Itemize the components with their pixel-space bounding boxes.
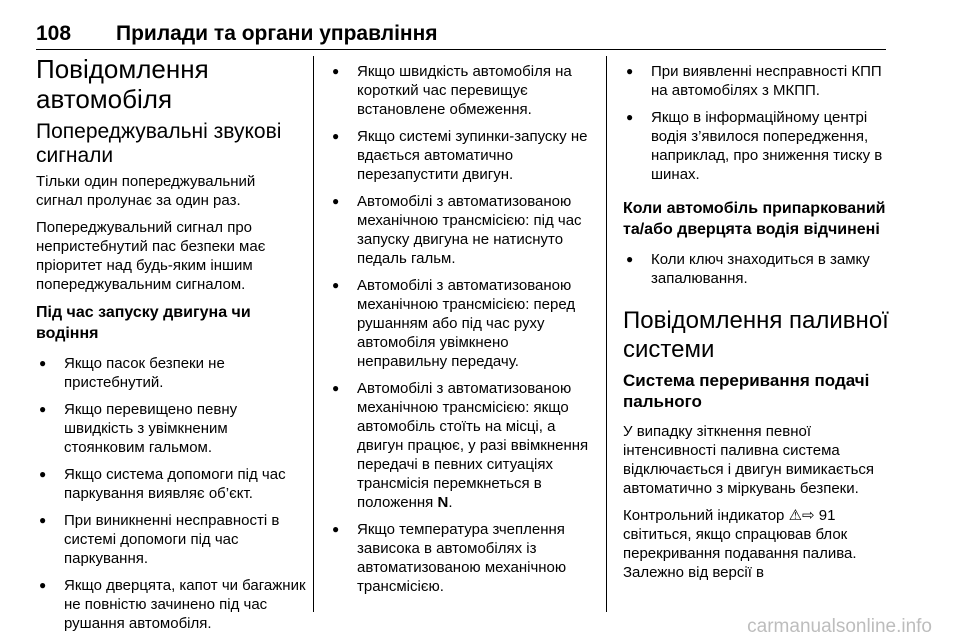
page-reference-arrow-icon: ⇨	[802, 507, 815, 524]
indicator-text: Контрольний індикатор	[623, 507, 785, 524]
column-2	[329, 62, 595, 604]
section-title-fuel-system: Повідомлення паливної системи	[623, 307, 889, 363]
list-item: ● Автомобілі з автоматизованою механічною трансмісією: під час запуску двигуна не натиснуто педаль гальм.	[329, 192, 595, 268]
page-header-title: Прилади та органи управління	[116, 22, 438, 45]
bullet-list	[36, 354, 306, 633]
column-3	[623, 62, 889, 590]
page-number: 108	[36, 22, 72, 45]
list-item: ● Автомобілі з автоматизованою механічною трансмісією: якщо автомобіль стоїть на місці, а двигун працює, у разі ввімкнення передачі в певних ситуаціях трансмісія перемкнеться в положення N.	[329, 379, 595, 512]
page-reference[interactable]: 91	[818, 507, 836, 524]
list-item-text: Автомобілі з автоматизованою механічною трансмісією: якщо автомобіль стоїть на місці, а двигун працює, у разі ввімкнення передачі в певних ситуаціях трансмісія перемкнеться в положення	[357, 380, 589, 511]
list-item: ● Якщо система допомоги під час паркування виявляє об’єкт.	[36, 465, 306, 503]
bullet-list	[329, 62, 595, 596]
heading-parked-door-open: Коли автомобіль припаркований та/або дверцята водія відчинені	[623, 200, 886, 238]
column-divider-1	[313, 56, 314, 612]
column-divider-2	[606, 56, 607, 612]
list-item: ● При виявленні несправності КПП на автомобілях з МКПП.	[623, 62, 889, 100]
list-item: ● Якщо пасок безпеки не пристебнутий.	[36, 354, 306, 392]
bullet-list	[623, 62, 889, 184]
warning-triangle-icon: ⚠	[788, 507, 803, 524]
list-item: ● Якщо дверцята, капот чи багажник не повністю зачинено під час рушання автомобіля.	[36, 576, 306, 633]
heading-engine-start-driving: Під час запуску двигуна чи водіння	[36, 304, 251, 342]
section-title-vehicle-messages: Повідомлення автомобіля	[36, 54, 209, 114]
bullet-list	[623, 250, 889, 288]
paragraph: У випадку зіткнення певної інтенсивності паливна система відключається і двигун вимикається автоматично з міркувань безпеки.	[623, 423, 875, 497]
column-1	[36, 54, 306, 641]
gear-letter: N	[437, 494, 449, 511]
list-item: ● Коли ключ знаходиться в замку запалювання.	[623, 250, 889, 288]
watermark: carmanualsonline.info	[747, 616, 932, 637]
list-item: ● Якщо температура зчеплення зависока в автомобілях із автоматизованою механічною трансмісією.	[329, 520, 595, 596]
subsection-title-warning-chimes: Попереджувальні звукові сигнали	[36, 120, 282, 167]
list-item: ● Якщо системі зупинки-запуску не вдається автоматично перезапустити двигун.	[329, 127, 595, 184]
paragraph-indicator	[623, 506, 889, 582]
page-header	[36, 22, 886, 52]
list-item: ● Якщо в інформаційному центрі водія з’явилося попередження, наприклад, про зниження тиску в шинах.	[623, 108, 889, 184]
list-item: ● Якщо швидкість автомобіля на короткий час перевищує встановлене обмеження.	[329, 62, 595, 119]
header-rule	[36, 49, 886, 50]
paragraph: Попереджувальний сигнал про непристебнутий пас безпеки має пріоритет над будь-яким іншим попереджувальним сигналом.	[36, 219, 266, 293]
indicator-text-after: світиться, якщо спрацював блок перекривання подавання палива. Залежно від версії в	[623, 526, 857, 581]
list-item: ● При виникненні несправності в системі допомоги під час паркування.	[36, 511, 306, 568]
list-item: ● Якщо перевищено певну швидкість з увімкненим стоянковим гальмом.	[36, 400, 306, 457]
subsection-title-fuel-cutoff: Система переривання подачі пального	[623, 371, 870, 411]
list-item: ● Автомобілі з автоматизованою механічною трансмісією: перед рушанням або під час руху автомобіля увімкнено неправильну передачу.	[329, 276, 595, 371]
paragraph: Тільки один попереджувальний сигнал пролунає за один раз.	[36, 173, 256, 209]
